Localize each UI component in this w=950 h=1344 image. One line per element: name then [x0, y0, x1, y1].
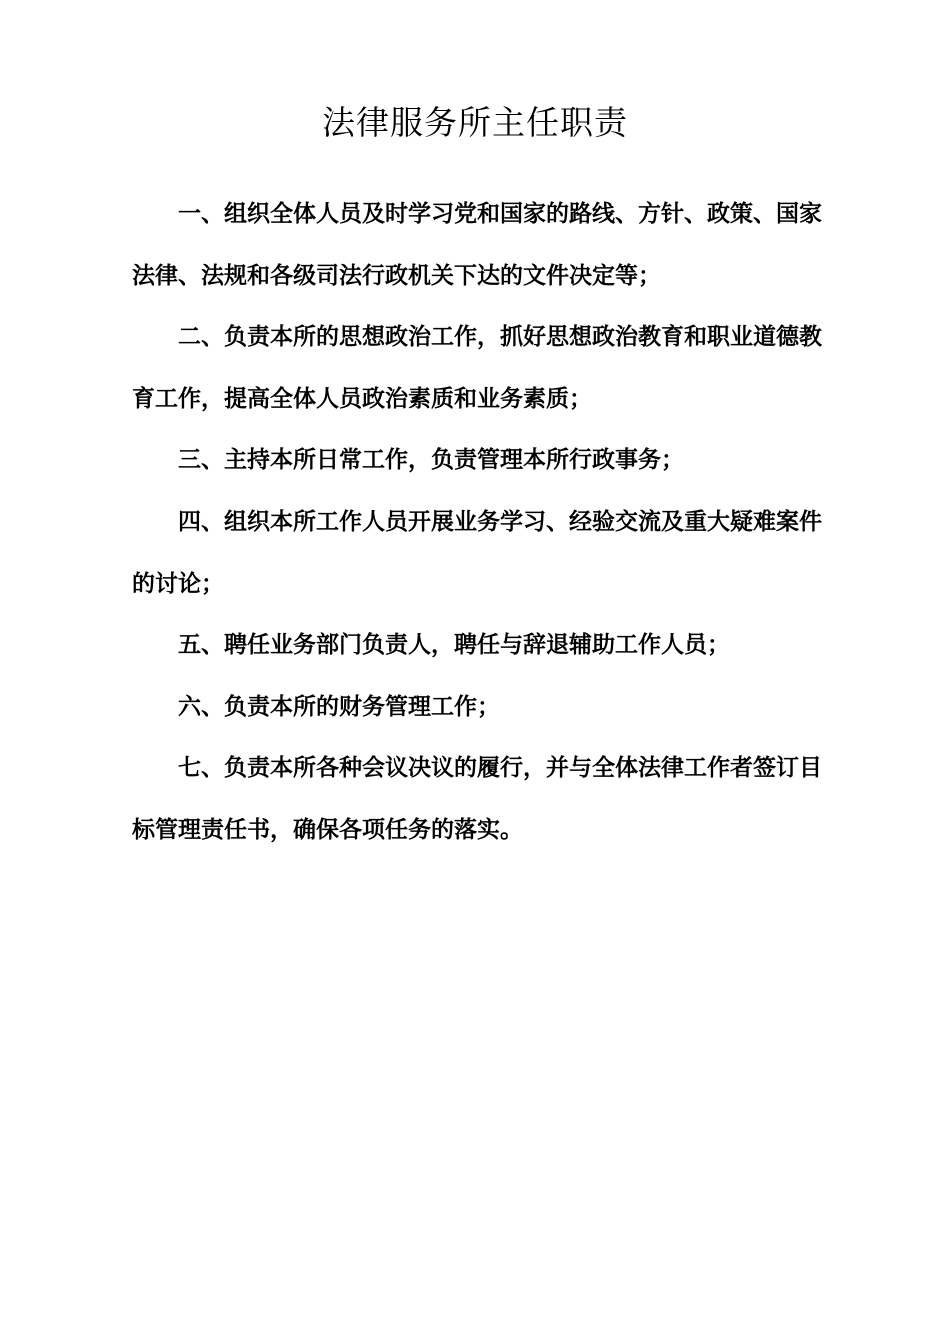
duty-paragraph-7: 七、负责本所各种会议决议的履行，并与全体法律工作者签订目标管理责任书，确保各项任务的落实。	[132, 755, 822, 843]
duty-paragraph-2: 二、负责本所的思想政治工作，抓好思想政治教育和职业道德教育工作，提高全体人员政治素质和业务素质；	[132, 324, 822, 412]
duty-paragraph-1: 一、组织全体人员及时学习党和国家的路线、方针、政策、国家法律、法规和各级司法行政机关下达的文件决定等；	[132, 201, 822, 289]
duty-paragraph-6: 六、负责本所的财务管理工作；	[178, 693, 500, 720]
document-title: 法律服务所主任职责	[322, 103, 628, 142]
duty-paragraph-5: 五、聘任业务部门负责人，聘任与辞退辅助工作人员；	[178, 632, 730, 659]
duty-paragraph-4: 四、组织本所工作人员开展业务学习、经验交流及重大疑难案件的讨论；	[132, 508, 822, 597]
duty-paragraph-3: 三、主持本所日常工作，负责管理本所行政事务；	[178, 447, 684, 474]
document-body	[132, 184, 822, 862]
